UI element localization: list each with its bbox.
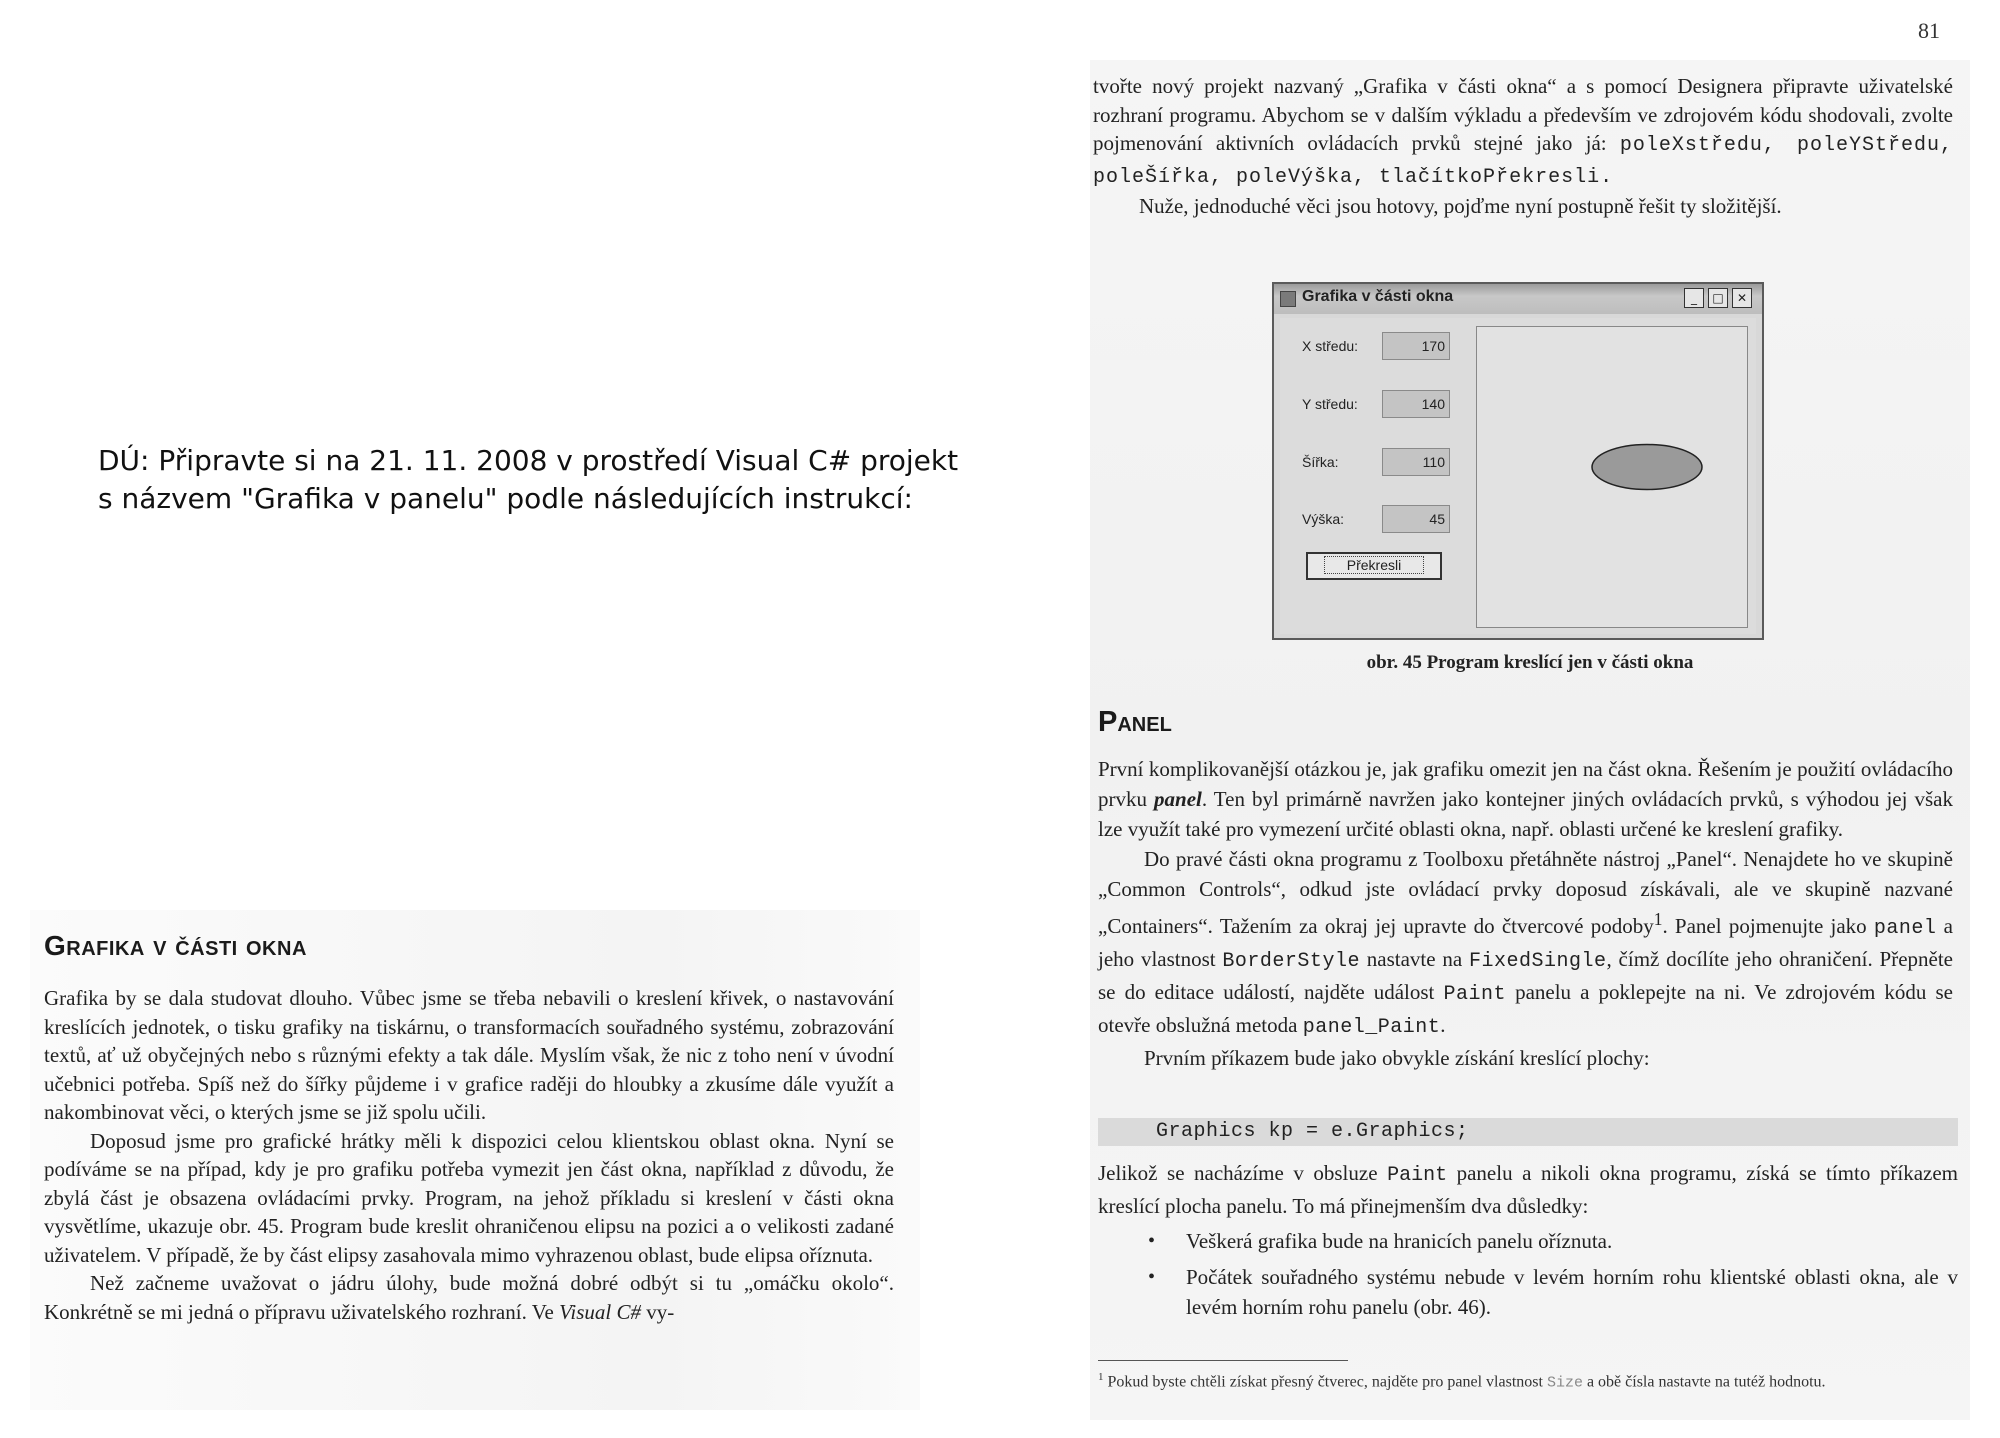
left-page-body (44, 984, 894, 1326)
panel-paragraph-4 (1098, 1158, 1958, 1221)
panel-p2-text-c: a jeho vlastnost (1098, 914, 1953, 971)
footnote-mark: 1 (1098, 1371, 1104, 1383)
footnote-text-a: Pokud byste chtěli získat přesný čtverec, najděte pro panel vlastnost (1107, 1373, 1547, 1391)
panel-p1-text-a: První komplikovanější otázkou je, jak grafiku omezit jen na část okna. Řešením je použití ovládacího prvku (1098, 757, 1953, 811)
window-titlebar (1274, 284, 1762, 314)
left-paragraph-3-text: Než začneme uvažovat o jádru úlohy, bude možná dobré odbýt si tu „omáčku okolo“. Konkrétně se mi jedná o přípravu uživatelského rozhraní. Ve (44, 1271, 894, 1324)
redraw-button (1306, 552, 1442, 580)
footnote-code: Size (1546, 1374, 1583, 1392)
list-item-text: Počátek souřadného systému nebude v levém horním rohu klientské oblasti okna, ale v levém horním rohu panelu (obr. 46). (1186, 1265, 1958, 1319)
panel-p4-text-a: Jelikož se nacházíme v obsluze (1098, 1161, 1388, 1185)
code-panel: panel (1873, 917, 1937, 940)
assignment-line-1: DÚ: Připravte si na 21. 11. 2008 v prostředí Visual C# projekt (98, 444, 959, 477)
visual-csharp-italic: Visual C# (559, 1299, 641, 1324)
left-paragraph-3-end: vy- (641, 1299, 675, 1324)
code-paint-2: Paint (1387, 1164, 1448, 1187)
right-page-intro (1093, 72, 1953, 221)
y-center-label: Y středu: (1302, 396, 1358, 412)
minimize-icon: _ (1684, 288, 1704, 308)
consequences-list (1098, 1226, 1958, 1328)
drawing-panel-canvas (1477, 327, 1747, 627)
program-window-screenshot (1272, 282, 1764, 640)
intro-text: tvořte nový projekt nazvaný „Grafika v části okna“ a s pomocí Designera připravte uživatelské rozhraní programu. Abychom se v dalším výkladu a především ve zdrojovém kódu shodovali, zvolte pojmenování aktivních ovládacích prvků stejné jako já: (1093, 74, 1953, 155)
intro-paragraph (1093, 72, 1953, 192)
height-label: Výška: (1302, 511, 1345, 527)
footnote (1098, 1366, 1958, 1394)
left-paragraph-2: Doposud jsme pro grafické hrátky měli k dispozici celou klientskou oblast okna. Nyní se podíváme se na případ, kdy je pro grafiku potřeba vymezit jen část okna, například z důvodu, že zbylá část je obsazena ovládacími prvky. Program, na jehož příkladu si kreslení v části okna vysvětlíme, ukazuje obr. 45. Program bude kreslit ohraničenou elipsu na pozici a o velikosti zadané uživatelem. V případě, že by část elipsy zasahovala mimo vyhrazenou oblast, bude elipsa oříznuta. (44, 1128, 894, 1267)
window-title: Grafika v části okna (1302, 288, 1454, 305)
panel-p1-text-c: . Ten byl primárně navržen jako kontejner jiných ovládacích prvků, s výhodou jej však lze využít také pro vymezení určité oblasti okna, např. oblasti určené ke kreslení grafiky. (1098, 787, 1953, 841)
panel-paragraph-3: Prvním příkazem bude jako obvykle získání kreslící plochy: (1144, 1046, 1650, 1070)
code-fixedsingle: FixedSingle (1468, 950, 1607, 973)
panel-term: panel (1154, 787, 1202, 811)
figure-caption: obr. 45 Program kreslící jen v části okna (1366, 652, 1694, 673)
clipped-ellipse (1592, 445, 1702, 490)
panel-paragraph-2 (1098, 844, 1953, 1043)
list-item (1098, 1226, 1958, 1256)
after-code-text (1098, 1158, 1958, 1221)
width-label: Šířka: (1302, 454, 1339, 470)
footnote-text-b: a obě čísla nastavte na tutéž hodnotu. (1582, 1373, 1826, 1391)
redraw-button-label: Překresli (1324, 556, 1424, 574)
section-heading-panel: Panel (1098, 706, 1172, 738)
panel-p2-text-g: . (1440, 1013, 1446, 1037)
y-center-field: 140 (1382, 390, 1450, 418)
code-paint: Paint (1443, 983, 1506, 1006)
window-client-area (1280, 318, 1756, 634)
page-number: 81 (1918, 18, 1940, 43)
code-borderstyle: BorderStyle (1222, 950, 1360, 973)
x-center-label: X středu: (1302, 338, 1359, 354)
code-panel-paint: panel_Paint (1302, 1016, 1441, 1039)
right-page-body (1098, 754, 1953, 1073)
panel-p2-text-a: Do pravé části okna programu z Toolboxu přetáhněte nástroj „Panel“. Nenajdete ho ve skupině „Common Controls“, odkud jste ovládací prvky doposud získávali, ale ve skupině nazvané „Containers“. Tažením za okraj jej upravte do čtvercové podoby (1098, 847, 1953, 938)
code-line: Graphics kp = e.Graphics; (1156, 1120, 1469, 1143)
height-field: 45 (1382, 505, 1450, 533)
bullet-icon: • (1148, 1230, 1156, 1252)
panel-p2-text-f: panelu a poklepejte na ni. Ve zdrojovém kódu se otevře obslužná metoda (1098, 980, 1953, 1037)
maximize-icon: □ (1708, 288, 1728, 308)
list-item (1098, 1262, 1958, 1322)
left-paragraph-1: Grafika by se dala studovat dlouho. Vůbec jsme se třeba nebavili o kreslení křivek, o nastavování kreslících jednotek, o tisku grafiky na tiskárnu, o transformacích souřadného systému, zobrazování textů, ať už obyčejných nebo s různými efekty a tak dále. Myslím však, že nic z toho není v úvodní učebnici potřeba. Spíš než do šířky půjdeme i v grafice raději do hloubky a zkusíme dále využít a nakombinovat věci, o kterých jsme se již spolu učili. (44, 986, 894, 1124)
list-item-text: Veškerá grafika bude na hranicích panelu oříznuta. (1186, 1229, 1613, 1253)
panel-p2-text-e: , čímž docílíte jeho ohraničení. Přepněte se do editace událostí, najděte událost (1098, 947, 1954, 1004)
footnote-divider (1098, 1360, 1348, 1361)
panel-paragraph-1 (1098, 754, 1953, 844)
assignment-line-2: s názvem "Grafika v panelu" podle následujících instrukcí: (98, 482, 913, 515)
panel-p2-text-d: nastavte na (1359, 947, 1469, 971)
panel-p2-text-b: . Panel pojmenujte jako (1662, 914, 1874, 938)
section-heading-grafika: Grafika v části okna (44, 930, 307, 961)
close-icon: ✕ (1732, 288, 1752, 308)
panel-p4-text-b: panelu a nikoli okna programu, získá se tímto příkazem kreslící plocha panelu. To má přinejmenším dva důsledky: (1098, 1161, 1958, 1218)
width-field: 110 (1382, 448, 1450, 476)
left-paragraph-3 (44, 1269, 894, 1326)
drawing-panel (1476, 326, 1748, 628)
assignment-note (98, 442, 978, 518)
control-names-code: poleXstředu, poleYStředu, poleŠířka, poleVýška, tlačítkoPřekresli. (1093, 134, 1953, 189)
footnote-reference: 1 (1653, 909, 1663, 929)
x-center-field: 170 (1382, 332, 1450, 360)
bullet-icon: • (1148, 1266, 1156, 1288)
intro-paragraph-2: Nuže, jednoduché věci jsou hotovy, pojďme nyní postupně řešit ty složitější. (1139, 194, 1782, 218)
app-icon (1280, 291, 1296, 307)
